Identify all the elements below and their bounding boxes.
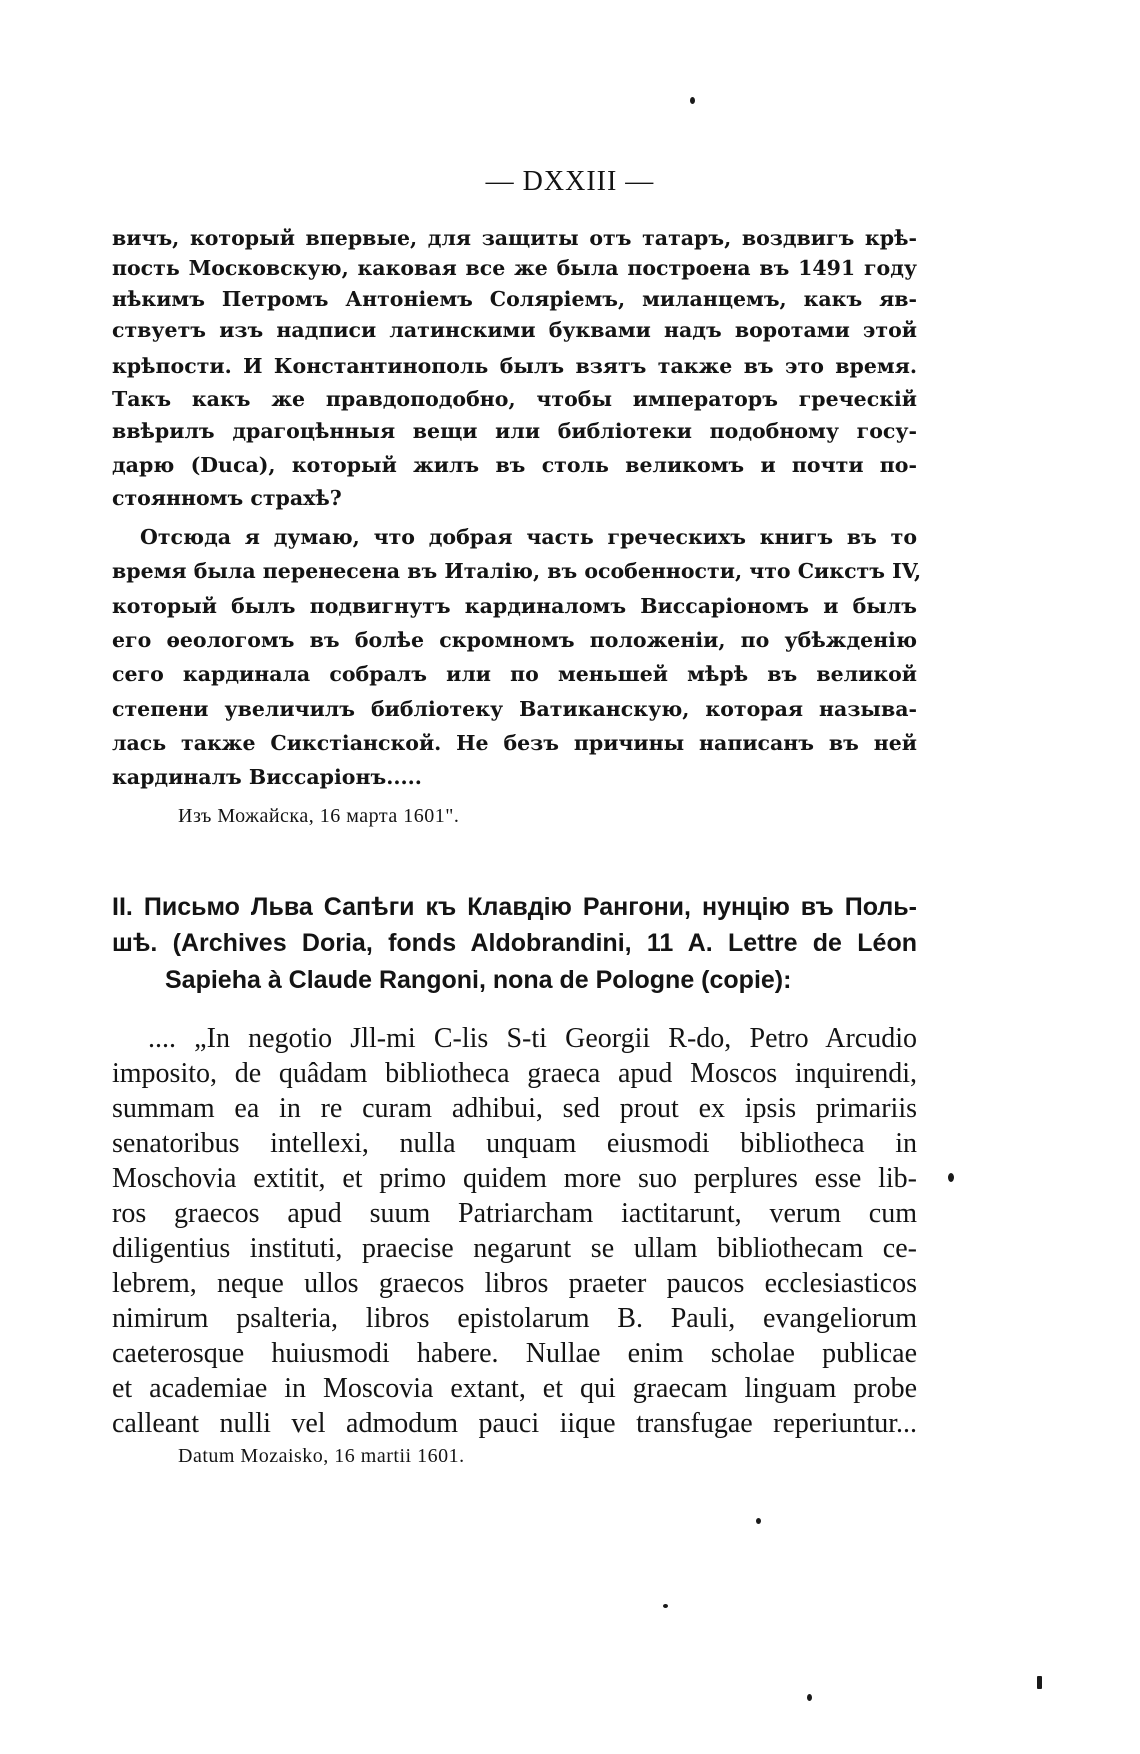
text-line: вичъ, который впервые, для защиты отъ татаръ, воздвигъ крѣ- <box>112 226 917 250</box>
text-line: senatoribus intellexi, nulla unquam eiusmodi bibliotheca in <box>112 1128 917 1159</box>
text-line: diligentius instituti, praecise negarunt se ullam bibliothecam ce- <box>112 1233 917 1264</box>
text-line: .... „In negotio Jll-mi C-lis S-ti Georgii R-do, Petro Arcudio <box>148 1023 917 1054</box>
text-line: imposito, de quâdam bibliotheca graeca apud Moscos inquirendi, <box>112 1058 917 1089</box>
scan-speck <box>807 1694 812 1701</box>
text-line: крѣпости. И Константинополь былъ взятъ также въ это время. <box>112 354 917 378</box>
scan-speck <box>1037 1676 1042 1689</box>
text-line: Отсюда я думаю, что добрая часть греческихъ книгъ въ то <box>140 525 917 549</box>
text-line: пость Московскую, каковая все же была построена въ 1491 году <box>112 256 917 280</box>
scan-speck <box>756 1518 761 1524</box>
text-line: нѣкимъ Петромъ Антоніемъ Соляріемъ, миланцемъ, какъ яв- <box>112 287 917 311</box>
text-line: который былъ подвигнутъ кардиналомъ Виссаріономъ и былъ <box>112 594 917 618</box>
scan-speck <box>948 1173 954 1182</box>
text-line: дарю (Duca), который жилъ въ столь великомъ и почти по- <box>112 453 917 477</box>
text-line: Moschovia extitit, et primo quidem more suo perplures esse lib- <box>112 1163 917 1194</box>
text-line: ввѣрилъ драгоцѣнныя вещи или библіотеки подобному госу- <box>112 419 917 443</box>
text-line: его ѳеологомъ въ болѣе скромномъ положеніи, по убѣжденію <box>112 628 917 652</box>
page-header: — DXXIII — <box>485 166 655 197</box>
letter-signature: Datum Mozaisko, 16 martii 1601. <box>178 1445 465 1467</box>
scan-speck <box>663 1604 668 1608</box>
text-line: et academiae in Moscovia extant, et qui graecam linguam probe <box>112 1373 917 1404</box>
text-line: summam ea in re curam adhibui, sed prout ex ipsis primariis <box>112 1093 917 1124</box>
heading-line: Sapieha à Claude Rangoni, nona de Pologne (copie): <box>165 966 792 994</box>
text-line: степени увеличилъ библіотеку Ватиканскую, которая называ- <box>112 697 917 721</box>
text-line: лась также Сикстіанской. Не безъ причины написанъ въ ней <box>112 731 917 755</box>
text-line: стоянномъ страхѣ? <box>112 486 342 510</box>
heading-line: II. Письмо Льва Сапѣги къ Клавдію Рангони, нунцію въ Поль- <box>112 893 917 921</box>
text-line: lebrem, neque ullos graecos libros praeter paucos ecclesiasticos <box>112 1268 917 1299</box>
text-line: ствуетъ изъ надписи латинскими буквами надъ воротами этой <box>112 318 917 342</box>
text-line: ros graecos apud suum Patriarcham iactitarunt, verum cum <box>112 1198 917 1229</box>
text-line: сего кардинала собралъ или по меньшей мѣрѣ въ великой <box>112 662 917 686</box>
text-line: caeterosque huiusmodi habere. Nullae enim scholae publicae <box>112 1338 917 1369</box>
scan-speck <box>690 97 695 104</box>
letter-signature: Изъ Можайска, 16 марта 1601". <box>178 805 460 827</box>
text-line: nimirum psalteria, libros epistolarum B. Pauli, evangeliorum <box>112 1303 917 1334</box>
text-line: время была перенесена въ Италію, въ особенности, что Сикстъ IV, <box>112 559 922 583</box>
text-line: Такъ какъ же правдоподобно, чтобы императоръ греческій <box>112 387 917 411</box>
heading-line: шѣ. (Archives Doria, fonds Aldobrandini, 11 A. Lettre de Léon <box>112 929 917 957</box>
text-line: кардиналъ Виссаріонъ..... <box>112 765 422 789</box>
text-line: calleant nulli vel admodum pauci iique transfugae reperiuntur... <box>112 1408 917 1439</box>
